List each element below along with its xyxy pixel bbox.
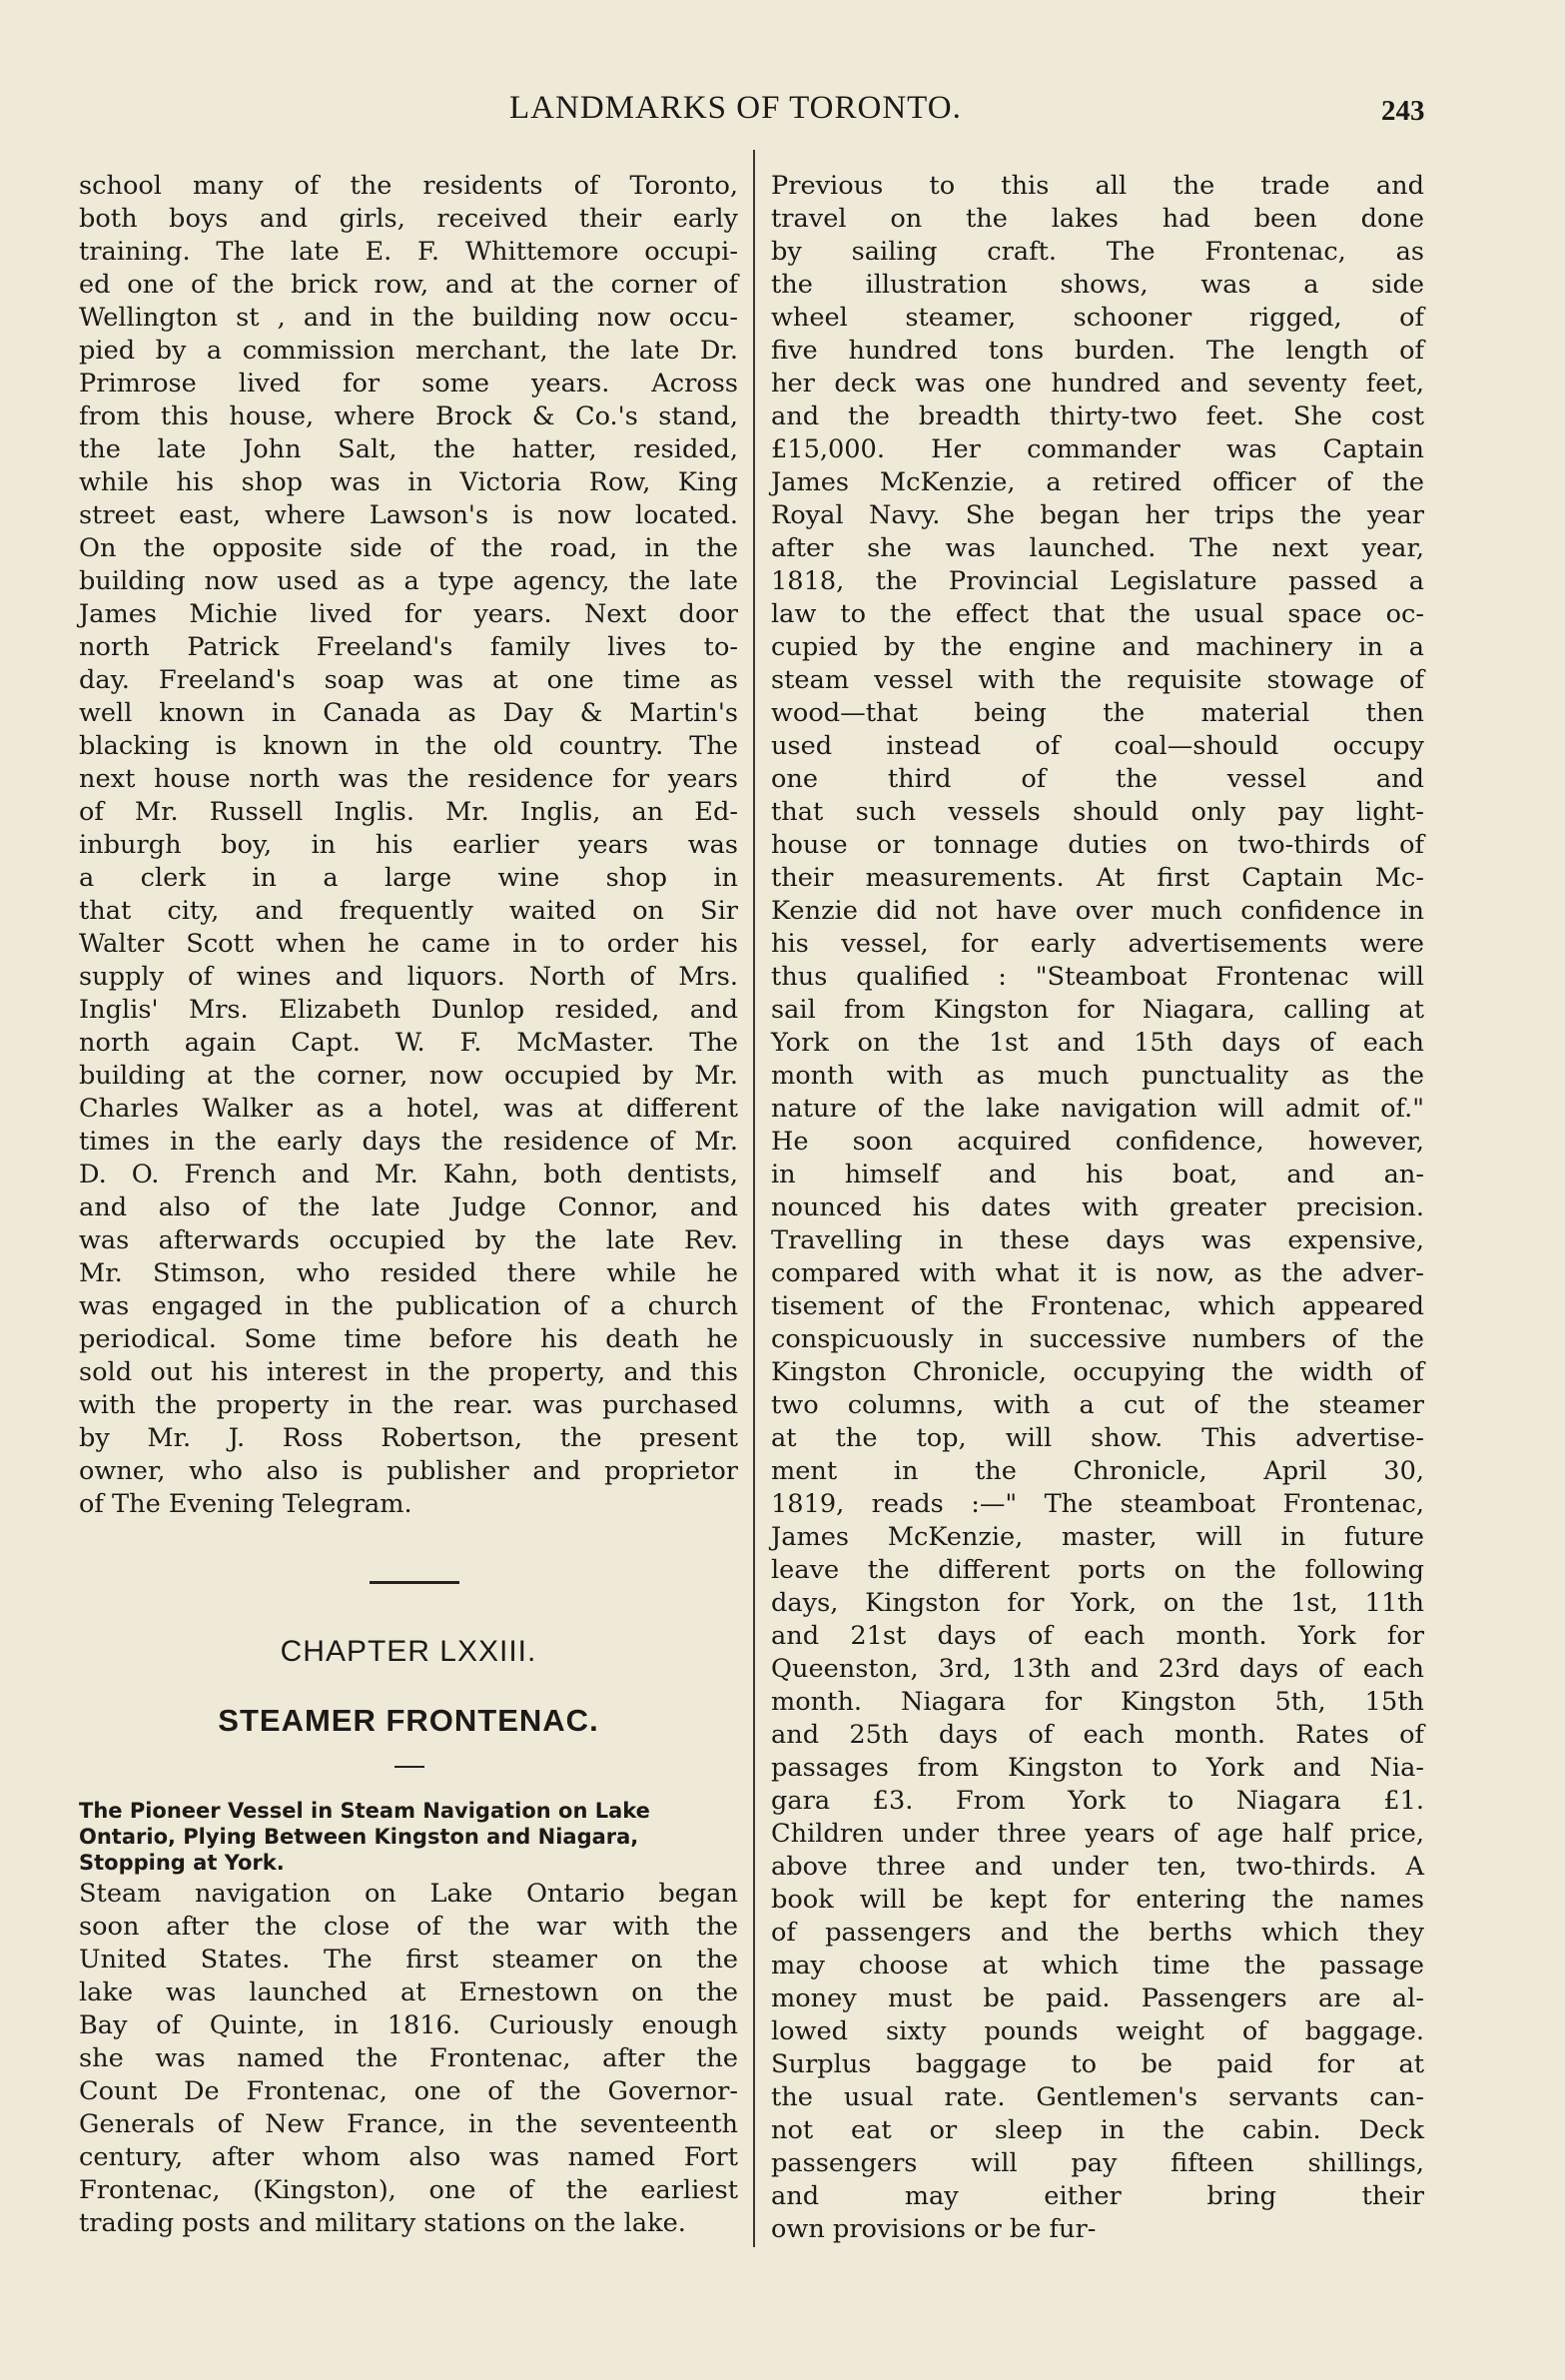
text-line: both boys and girls, received their early xyxy=(79,204,738,234)
text-line: James Michie lived for years. Next door xyxy=(79,599,738,629)
title-dash xyxy=(394,1766,424,1768)
text-line: and the breadth thirty-two feet. She cost xyxy=(771,401,1424,431)
text-line: Walter Scott when he came in to order his xyxy=(79,929,738,959)
text-line: Queenston, 3rd, 13th and 23rd days of each xyxy=(771,1654,1424,1684)
text-line: the late John Salt, the hatter, resided, xyxy=(79,434,738,464)
text-line: Royal Navy. She began her trips the year xyxy=(771,500,1424,530)
text-line: school many of the residents of Toronto, xyxy=(79,171,738,201)
text-line: passengers will pay fifteen shillings, xyxy=(771,2148,1424,2178)
chapter-subheading: The Pioneer Vessel in Steam Navigation on Lake Ontario, Plying Between Kingston and Niagara, Stopping at York. xyxy=(79,1799,650,1875)
text-line: the usual rate. Gentlemen's servants can- xyxy=(771,2082,1424,2112)
text-line: law to the effect that the usual space oc- xyxy=(771,599,1424,629)
text-line: north Patrick Freeland's family lives to- xyxy=(79,632,738,662)
text-line: supply of wines and liquors. North of Mrs. xyxy=(79,962,738,992)
text-line: and may either bring their xyxy=(771,2181,1424,2211)
left-column-bottom-text xyxy=(79,1878,738,2240)
text-line: at the top, will show. This advertise- xyxy=(771,1423,1424,1453)
text-line: York on the 1st and 15th days of each xyxy=(771,1028,1424,1058)
text-line: Steam navigation on Lake Ontario began xyxy=(79,1879,738,1909)
text-line: street east, where Lawson's is now located. xyxy=(79,500,738,530)
text-line: Frontenac, (Kingston), one of the earliest xyxy=(79,2175,738,2205)
text-line: by sailing craft. The Frontenac, as xyxy=(771,237,1424,267)
text-line: month with as much punctuality as the xyxy=(771,1061,1424,1091)
text-line: days, Kingston for York, on the 1st, 11th xyxy=(771,1588,1424,1618)
text-line: Wellington st , and in the building now occu- xyxy=(79,303,738,333)
text-line: lake was launched at Ernestown on the xyxy=(79,1978,738,2007)
text-line: wheel steamer, schooner rigged, of xyxy=(771,303,1424,333)
text-line: times in the early days the residence of Mr. xyxy=(79,1127,738,1157)
text-line: periodical. Some time before his death he xyxy=(79,1324,738,1354)
text-line: while his shop was in Victoria Row, King xyxy=(79,467,738,497)
text-line: ed one of the brick row, and at the corner of xyxy=(79,270,738,300)
text-line: Primrose lived for some years. Across xyxy=(79,369,738,398)
text-line: 1818, the Provincial Legislature passed a xyxy=(771,566,1424,596)
text-line: was afterwards occupied by the late Rev. xyxy=(79,1225,738,1255)
text-line: money must be paid. Passengers are al- xyxy=(771,1983,1424,2013)
text-line: nounced his dates with greater precision. xyxy=(771,1192,1424,1222)
text-line: and 21st days of each month. York for xyxy=(771,1621,1424,1651)
text-line: sail from Kingston for Niagara, calling at xyxy=(771,995,1424,1025)
text-line: Kenzie did not have over much confidence in xyxy=(771,896,1424,926)
page-number: 243 xyxy=(1381,95,1425,127)
text-line: tisement of the Frontenac, which appeared xyxy=(771,1291,1424,1321)
text-line: Children under three years of age half price, xyxy=(771,1819,1424,1849)
text-line: after she was launched. The next year, xyxy=(771,533,1424,563)
text-line: James McKenzie, master, will in future xyxy=(771,1522,1424,1552)
text-line: book will be kept for entering the names xyxy=(771,1885,1424,1915)
text-line: £15,000. Her commander was Captain xyxy=(771,434,1424,464)
text-line: Count De Frontenac, one of the Governor- xyxy=(79,2076,738,2106)
text-line: He soon acquired confidence, however, xyxy=(771,1127,1424,1157)
text-line: inburgh boy, in his earlier years was xyxy=(79,830,738,860)
text-line: sold out his interest in the property, and this xyxy=(79,1357,738,1387)
text-line: wood—that being the material then xyxy=(771,698,1424,728)
text-line: ment in the Chronicle, April 30, xyxy=(771,1456,1424,1486)
text-line: house or tonnage duties on two-thirds of xyxy=(771,830,1424,860)
text-line: one third of the vessel and xyxy=(771,764,1424,794)
text-line: lowed sixty pounds weight of baggage. xyxy=(771,2016,1424,2046)
text-line: two columns, with a cut of the steamer xyxy=(771,1390,1424,1420)
text-line: owner, who also is publisher and proprietor xyxy=(79,1456,738,1486)
text-line: steam vessel with the requisite stowage of xyxy=(771,665,1424,695)
text-line: pied by a commission merchant, the late Dr. xyxy=(79,336,738,366)
text-line: United States. The first steamer on the xyxy=(79,1945,738,1975)
section-rule xyxy=(370,1581,459,1584)
text-line: passages from Kingston to York and Nia- xyxy=(771,1753,1424,1783)
text-line: well known in Canada as Day & Martin's xyxy=(79,698,738,728)
left-column-text xyxy=(79,170,738,1521)
text-line: she was named the Frontenac, after the xyxy=(79,2043,738,2073)
text-line: Kingston Chronicle, occupying the width of xyxy=(771,1357,1424,1387)
right-column-text xyxy=(771,170,1424,2246)
text-line: Charles Walker as a hotel, was at different xyxy=(79,1094,738,1124)
text-line: trading posts and military stations on the lake. xyxy=(79,2208,686,2238)
text-line: century, after whom also was named Fort xyxy=(79,2142,738,2172)
text-line: that such vessels should only pay light- xyxy=(771,797,1424,827)
text-line: travel on the lakes had been done xyxy=(771,204,1424,234)
text-line: conspicuously in successive numbers of the xyxy=(771,1324,1424,1354)
text-line: cupied by the engine and machinery in a xyxy=(771,632,1424,662)
text-line: Inglis' Mrs. Elizabeth Dunlop resided, and xyxy=(79,995,738,1025)
text-line: Surplus baggage to be paid for at xyxy=(771,2049,1424,2079)
text-line: used instead of coal—should occupy xyxy=(771,731,1424,761)
text-line: 1819, reads :—" The steamboat Frontenac, xyxy=(771,1489,1424,1519)
text-line: D. O. French and Mr. Kahn, both dentists, xyxy=(79,1160,738,1190)
text-line: blacking is known in the old country. The xyxy=(79,731,738,761)
text-line: and also of the late Judge Connor, and xyxy=(79,1192,738,1222)
text-line: training. The late E. F. Whittemore occupi- xyxy=(79,237,738,267)
text-line: nature of the lake navigation will admit of." xyxy=(771,1094,1424,1124)
text-line: building now used as a type agency, the late xyxy=(79,566,738,596)
text-line: five hundred tons burden. The length of xyxy=(771,336,1424,366)
text-line: Mr. Stimson, who resided there while he xyxy=(79,1258,738,1288)
text-line: their measurements. At first Captain Mc- xyxy=(771,863,1424,893)
text-line: Travelling in these days was expensive, xyxy=(771,1225,1424,1255)
text-line: that city, and frequently waited on Sir xyxy=(79,896,738,926)
text-line: own provisions or be fur- xyxy=(771,2214,1097,2244)
chapter-number: CHAPTER LXXIII. xyxy=(280,1635,537,1668)
text-line: may choose at which time the passage xyxy=(771,1951,1424,1981)
text-line: not eat or sleep in the cabin. Deck xyxy=(771,2115,1424,2145)
column-divider xyxy=(753,150,755,2247)
running-header: LANDMARKS OF TORONTO. xyxy=(509,90,962,126)
text-line: of Mr. Russell Inglis. Mr. Inglis, an Ed- xyxy=(79,797,738,827)
text-line: with the property in the rear. was purchased xyxy=(79,1390,738,1420)
text-line: a clerk in a large wine shop in xyxy=(79,863,738,893)
text-line: next house north was the residence for years xyxy=(79,764,738,794)
text-line: gara £3. From York to Niagara £1. xyxy=(771,1786,1424,1816)
text-line: by Mr. J. Ross Robertson, the present xyxy=(79,1423,738,1453)
text-line: of passengers and the berths which they xyxy=(771,1918,1424,1948)
text-line: leave the different ports on the following xyxy=(771,1555,1424,1585)
text-line: On the opposite side of the road, in the xyxy=(79,533,738,563)
text-line: and 25th days of each month. Rates of xyxy=(771,1720,1424,1750)
text-line: the illustration shows, was a side xyxy=(771,270,1424,300)
text-line: was engaged in the publication of a church xyxy=(79,1291,738,1321)
text-line: above three and under ten, two-thirds. A xyxy=(771,1852,1424,1882)
text-line: Generals of New France, in the seventeenth xyxy=(79,2109,738,2139)
text-line: thus qualified : "Steamboat Frontenac will xyxy=(771,962,1424,992)
text-line: his vessel, for early advertisements were xyxy=(771,929,1424,959)
text-line: from this house, where Brock & Co.'s stand, xyxy=(79,401,738,431)
chapter-title: STEAMER FRONTENAC. xyxy=(218,1703,599,1738)
text-line: north again Capt. W. F. McMaster. The xyxy=(79,1028,738,1058)
text-line: day. Freeland's soap was at one time as xyxy=(79,665,738,695)
text-line: building at the corner, now occupied by Mr. xyxy=(79,1061,738,1091)
text-line: her deck was one hundred and seventy feet, xyxy=(771,369,1424,398)
text-line: Previous to this all the trade and xyxy=(771,171,1424,201)
text-line: James McKenzie, a retired officer of the xyxy=(771,467,1424,497)
text-line: Bay of Quinte, in 1816. Curiously enough xyxy=(79,2010,738,2040)
text-line: month. Niagara for Kingston 5th, 15th xyxy=(771,1687,1424,1717)
text-line: compared with what it is now, as the adver- xyxy=(771,1258,1424,1288)
text-line: soon after the close of the war with the xyxy=(79,1912,738,1942)
text-line: in himself and his boat, and an- xyxy=(771,1160,1424,1190)
text-line: of The Evening Telegram. xyxy=(79,1489,412,1519)
